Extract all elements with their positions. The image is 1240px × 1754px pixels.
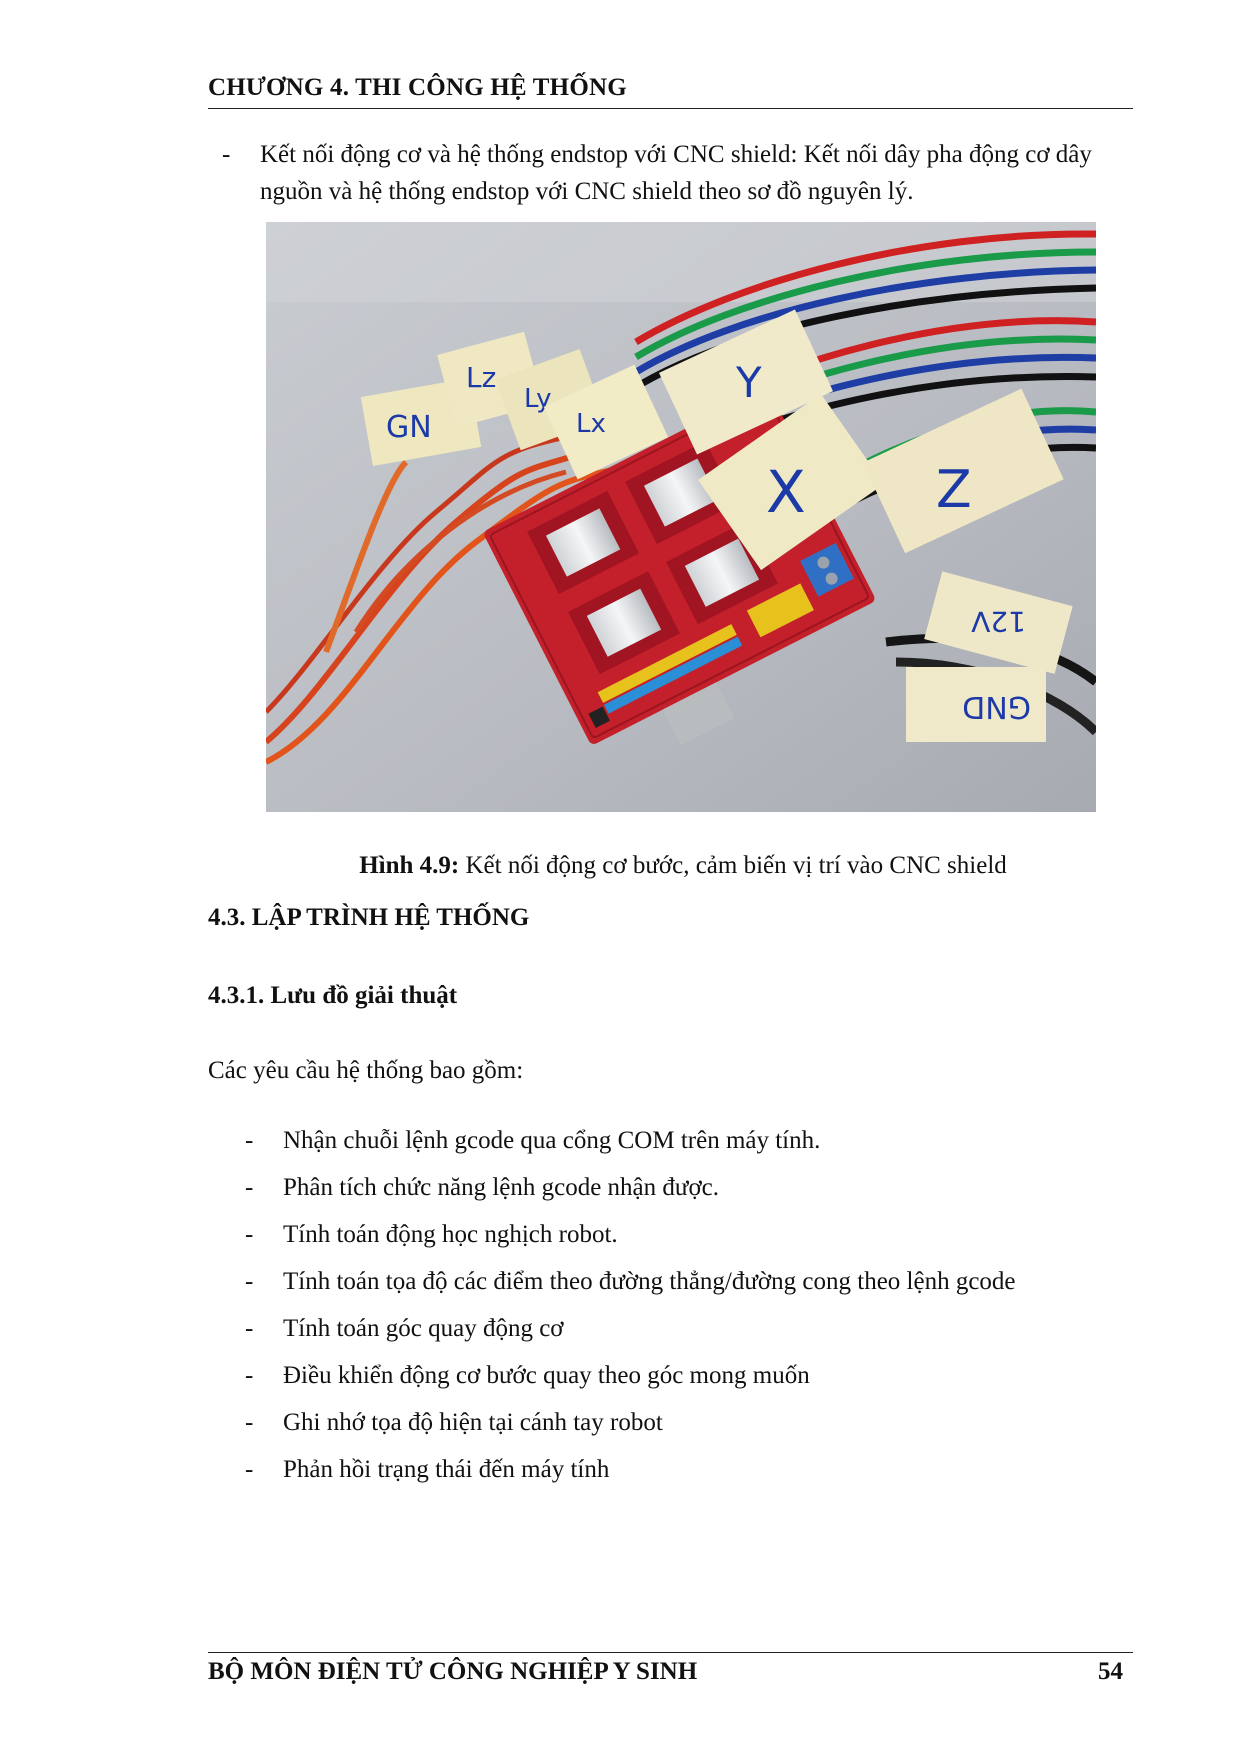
list-item-text: Phản hồi trạng thái đến máy tính: [283, 1456, 610, 1483]
label-gnd-left-text: GN: [386, 410, 432, 445]
list-item-text: Ghi nhớ tọa độ hiện tại cánh tay robot: [283, 1409, 663, 1436]
intro-bullet-text: Kết nối động cơ và hệ thống endstop với CNC shield: Kết nối dây pha động cơ dây nguồn và hệ thống endstop với CNC shield theo sơ đồ nguyên lý.: [260, 141, 1092, 205]
list-item-text: Tính toán động học nghịch robot.: [283, 1221, 618, 1248]
footer-department: BỘ MÔN ĐIỆN TỬ CÔNG NGHIỆP Y SINH: [208, 1658, 698, 1685]
bullet-dash: -: [245, 1456, 254, 1483]
bullet-dash: -: [245, 1174, 254, 1201]
cnc-shield-photo: [266, 222, 1096, 812]
list-item: [245, 1218, 1145, 1265]
label-y-text: Y: [736, 358, 762, 407]
list-item-text: Tính toán góc quay động cơ: [283, 1315, 564, 1342]
label-12v-text: 12V: [971, 605, 1026, 638]
list-item-text: Phân tích chức năng lệnh gcode nhận được.: [283, 1174, 720, 1201]
header-divider: [208, 108, 1133, 109]
list-item-text: Điều khiển động cơ bước quay theo góc mong muốn: [283, 1362, 810, 1389]
list-item: [245, 1171, 1145, 1218]
bullet-dash: -: [245, 1362, 254, 1389]
bullet-dash: -: [245, 1409, 254, 1436]
list-item-text: Tính toán tọa độ các điểm theo đường thẳng/đường cong theo lệnh gcode: [283, 1268, 1016, 1295]
page-number: 54: [1098, 1658, 1123, 1685]
bullet-dash: -: [245, 1127, 254, 1154]
figure-caption-text: Kết nối động cơ bước, cảm biến vị trí vào CNC shield: [459, 852, 1007, 879]
requirements-intro: Các yêu cầu hệ thống bao gồm:: [208, 1057, 524, 1084]
figure-caption-label: Hình 4.9:: [359, 852, 460, 879]
bullet-dash: -: [245, 1268, 254, 1295]
label-x-text: X: [766, 458, 806, 526]
label-lz-text: Lz: [466, 361, 497, 394]
footer-divider: [208, 1652, 1133, 1653]
bullet-dash: -: [245, 1221, 254, 1248]
label-lx-text: Lx: [576, 409, 606, 439]
label-z-text: Z: [936, 460, 972, 520]
list-item: [245, 1312, 1145, 1359]
list-item: [245, 1359, 1145, 1406]
bullet-dash: -: [245, 1315, 254, 1342]
requirements-list: [245, 1124, 1145, 1500]
label-gnd-right: [906, 667, 1046, 742]
figure-caption: [0, 852, 1240, 880]
list-item: [245, 1406, 1145, 1453]
label-ly-text: Ly: [524, 384, 552, 414]
list-item: [245, 1124, 1145, 1171]
subsection-title: 4.3.1. Lưu đồ giải thuật: [208, 982, 458, 1009]
list-item-text: Nhận chuỗi lệnh gcode qua cổng COM trên máy tính.: [283, 1127, 821, 1154]
list-item: [245, 1265, 1145, 1312]
label-gnd-right-text: GND: [962, 689, 1031, 724]
list-item: [245, 1453, 1145, 1500]
section-title: 4.3. LẬP TRÌNH HỆ THỐNG: [208, 904, 530, 931]
bullet-dash: -: [222, 141, 231, 168]
chapter-header: CHƯƠNG 4. THI CÔNG HỆ THỐNG: [208, 74, 627, 101]
